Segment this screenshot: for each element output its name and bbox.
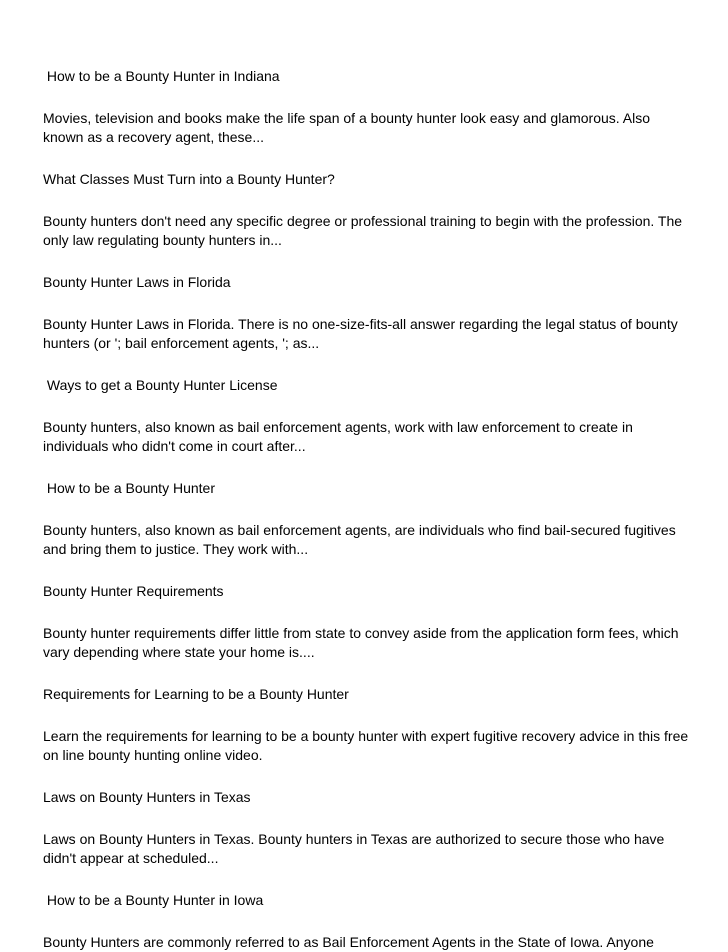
article-summary: Learn the requirements for learning to be a bounty hunter with expert fugitive recovery advice in this free on line bounty hunting online video.	[43, 728, 689, 763]
article-summary: Bounty hunter requirements differ little from state to convey aside from the application form fees, which vary depending where state your home is....	[43, 625, 679, 660]
article-summary: Bounty Hunter Laws in Florida. There is no one-size-fits-all answer regarding the legal status of bounty hunters (or '; bail enforcement agents, '; as...	[43, 316, 678, 351]
article-summary: Bounty hunters, also known as bail enforcement agents, work with law enforcement to create in individuals who didn't come in court after...	[43, 419, 633, 454]
article-title: Laws on Bounty Hunters in Texas	[43, 789, 251, 805]
article-entry	[43, 67, 693, 147]
article-title: Ways to get a Bounty Hunter License	[43, 377, 278, 393]
article-entry	[43, 685, 693, 765]
article-entry	[43, 376, 693, 456]
article-summary: Movies, television and books make the life span of a bounty hunter look easy and glamorous. Also known as a recovery agent, these...	[43, 110, 651, 145]
article-entry	[43, 273, 693, 353]
article-summary: Bounty hunters don't need any specific degree or professional training to begin with the profession. The only law regulating bounty hunters in...	[43, 213, 683, 248]
article-entry	[43, 479, 693, 559]
article-summary: Laws on Bounty Hunters in Texas. Bounty hunters in Texas are authorized to secure those who have didn't appear at scheduled...	[43, 831, 665, 866]
article-entry	[43, 891, 693, 952]
article-title: Bounty Hunter Requirements	[43, 583, 224, 599]
article-entry	[43, 582, 693, 662]
article-title: What Classes Must Turn into a Bounty Hunter?	[43, 171, 335, 187]
article-title: How to be a Bounty Hunter in Indiana	[43, 68, 280, 84]
article-entry	[43, 788, 693, 868]
article-title: Requirements for Learning to be a Bounty Hunter	[43, 686, 349, 702]
article-entry	[43, 170, 693, 250]
article-summary: Bounty hunters, also known as bail enforcement agents, are individuals who find bail-secured fugitives and bring them to justice. They work with...	[43, 522, 676, 557]
article-title: How to be a Bounty Hunter in Iowa	[43, 892, 264, 908]
article-summary: Bounty Hunters are commonly referred to as Bail Enforcement Agents in the State of Iowa. Anyone	[43, 934, 654, 950]
article-title: Bounty Hunter Laws in Florida	[43, 274, 231, 290]
article-title: How to be a Bounty Hunter	[43, 480, 215, 496]
document-page	[43, 67, 693, 952]
